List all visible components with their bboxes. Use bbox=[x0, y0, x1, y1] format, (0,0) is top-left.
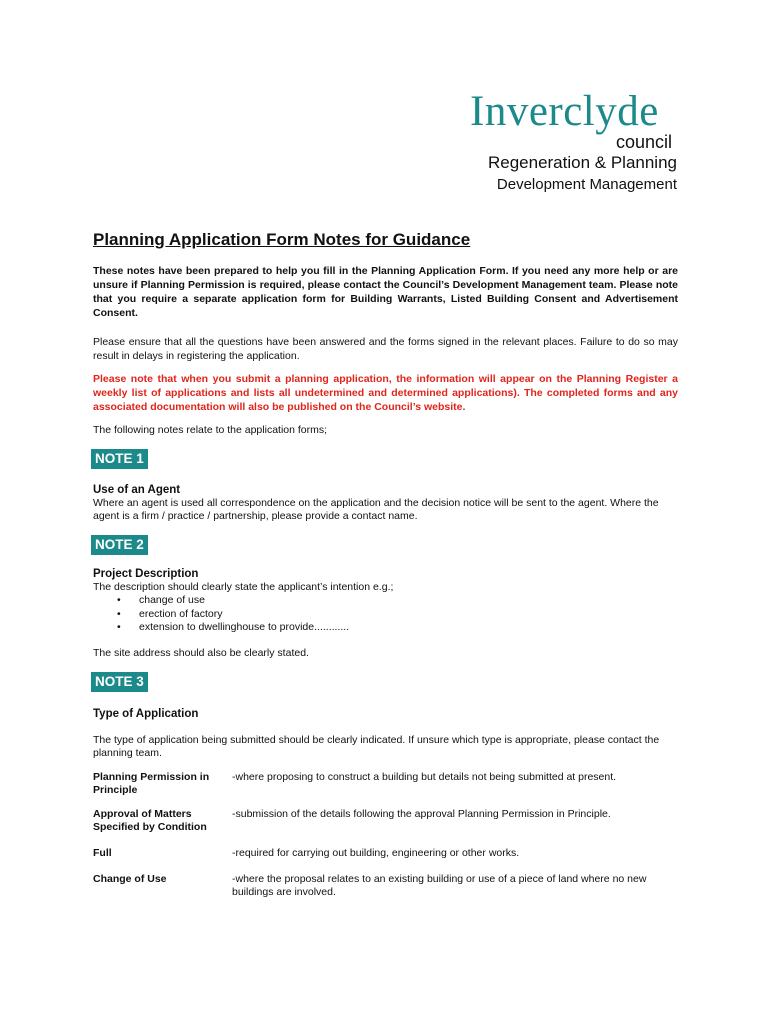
note-3-heading: Type of Application bbox=[93, 708, 199, 720]
list-item: • erection of factory bbox=[93, 608, 349, 622]
logo-wordmark: Inverclyde bbox=[470, 88, 659, 135]
type-label-ppp: Planning Permission in Principle bbox=[93, 771, 210, 796]
subdepartment-name: Development Management bbox=[496, 176, 677, 193]
note-3-badge: NOTE 3 bbox=[91, 672, 148, 692]
council-logo bbox=[470, 90, 680, 150]
note-3-text: The type of application being submitted should be clearly indicated. If unsure which type is appropriate, please contact the planning team. bbox=[93, 734, 660, 759]
type-desc-amsc: -submission of the details following the approval Planning Permission in Principle. bbox=[232, 808, 611, 820]
note-2-text: The description should clearly state the applicant’s intention e.g.; bbox=[93, 581, 394, 593]
type-desc-change-of-use: -where the proposal relates to an existing building or use of a piece of land where no new buildings are involved. bbox=[232, 873, 647, 898]
note-2-heading: Project Description bbox=[93, 568, 199, 580]
type-label-amsc: Approval of Matters Specified by Condition bbox=[93, 808, 207, 833]
logo-subtitle: council bbox=[615, 132, 672, 152]
note-1-heading: Use of an Agent bbox=[93, 484, 181, 496]
intro-paragraph: These notes have been prepared to help you fill in the Planning Application Form. If you need any more help or are unsure if Planning Permission is required, please contact the Council’s Development Management team. Please note that you require a separate application form for Building Warrants, Listed Building Consent and Advertisement Consent. bbox=[93, 265, 678, 319]
type-label-change-of-use: Change of Use bbox=[93, 873, 167, 885]
project-description-list bbox=[93, 594, 349, 635]
ensure-paragraph: Please ensure that all the questions have been answered and the forms signed in the relevant places. Failure to do so may result in delays in registering the application. bbox=[93, 336, 678, 362]
type-label-full: Full bbox=[93, 847, 112, 859]
site-address-text: The site address should also be clearly stated. bbox=[93, 647, 309, 659]
note-2-badge: NOTE 2 bbox=[91, 535, 148, 555]
following-notes-text: The following notes relate to the application forms; bbox=[93, 424, 328, 436]
type-desc-ppp: -where proposing to construct a building but details not being submitted at present. bbox=[232, 771, 617, 783]
list-item: • change of use bbox=[93, 594, 349, 608]
note-1-badge: NOTE 1 bbox=[91, 449, 148, 469]
note-1-text: Where an agent is used all correspondence on the application and the decision notice will be sent to the agent. Where the agent is a firm / practice / partnership, please provide a contact name. bbox=[93, 497, 659, 522]
type-desc-full: -required for carrying out building, engineering or other works. bbox=[232, 847, 520, 859]
department-name: Regeneration & Planning bbox=[487, 153, 677, 172]
publication-notice: Please note that when you submit a planning application, the information will appear on the Planning Register a weekly list of applications and lists all undetermined and determined applications). The completed forms and any associated documentation will also be published on the Council’s website. bbox=[93, 373, 678, 413]
list-item: • extension to dwellinghouse to provide............ bbox=[93, 621, 349, 635]
page-title: Planning Application Form Notes for Guidance bbox=[93, 230, 471, 249]
